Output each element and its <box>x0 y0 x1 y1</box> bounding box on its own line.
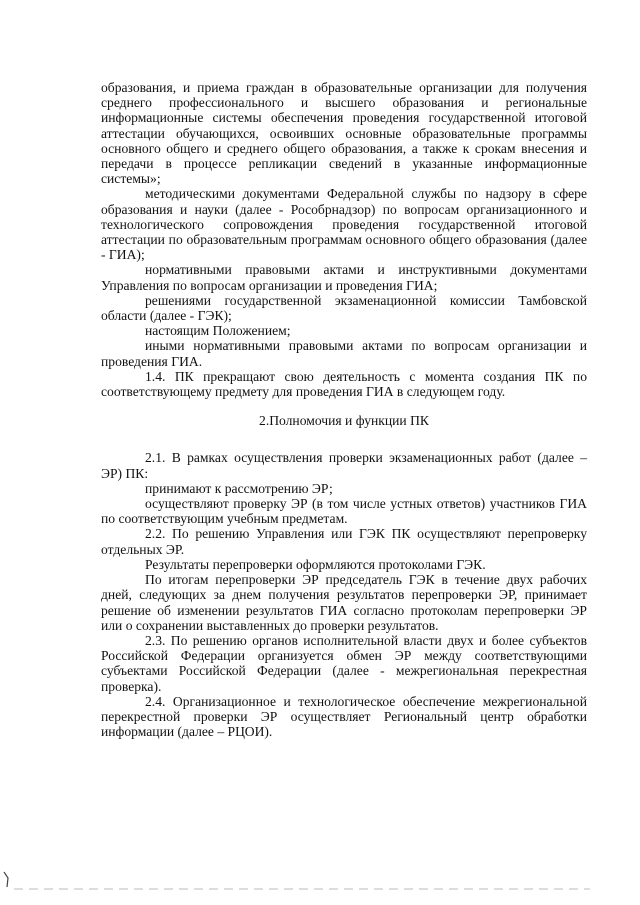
paragraph-accept-er: принимают к рассмотрению ЭР; <box>145 480 333 496</box>
paragraph-normative-acts: нормативными правовыми актами и инструктивными документами Управления по вопросам организации и проведения ГИА; <box>101 262 587 293</box>
paragraph-1-4: 1.4. ПК прекращают свою деятельность с момента создания ПК по соответствующему предмету для проведения ГИА в следующем году. <box>101 368 587 400</box>
scan-mark <box>4 872 8 887</box>
paragraph-2-3: 2.3. По решению органов исполнительной власти двух и более субъектов Российской Федерации организуется обмен ЭР между соответствующими субъектами Российской Федерации (далее - межрегиональная перекрестная проверка). <box>101 632 587 694</box>
paragraph-other-acts: иными нормативными правовыми актами по вопросам организации и проведения ГИА. <box>101 338 587 369</box>
section-heading: 2.Полномочия и функции ПК <box>259 413 429 429</box>
paragraph-regulation: настоящим Положением; <box>145 323 291 339</box>
paragraph-gek-decisions: решениями государственной экзаменационной комиссии Тамбовской области (далее - ГЭК); <box>101 292 587 324</box>
document-body <box>101 80 587 739</box>
paragraph-check-er: осуществляют проверку ЭР (в том числе устных ответов) участников ГИА по соответствующим учебным предметам. <box>101 496 587 527</box>
paragraph-2-4: 2.4. Организационное и технологическое обеспечение межрегиональной перекрестной проверки ЭР осуществляет Региональный центр обработки информации (далее – РЦОИ). <box>101 693 587 740</box>
paragraph-recheck-decision: По итогам перепроверки ЭР председатель ГЭК в течение двух рабочих дней, следующих за днем получения результатов перепроверки ЭР, принимает решение об изменении результатов ГИА согласно протоколам перепроверки ЭР или о сохранении выставленных до проверки результатов. <box>101 572 587 633</box>
paragraph-continuation: образования, и приема граждан в образовательные организации для получения среднего профессионального и высшего образования и региональные информационные системы обеспечения проведения государственной итоговой аттестации обучающихся, освоивших основные образовательные программы основного общего и среднего общего образования, а также к срокам внесения и передачи в процессе репликации сведений в указанные информационные системы»; <box>101 80 587 187</box>
paragraph-2-1: 2.1. В рамках осуществления проверки экзаменационных работ (далее – ЭР) ПК: <box>101 450 587 481</box>
paragraph-recheck-results: Результаты перепроверки оформляются протоколами ГЭК. <box>145 556 486 572</box>
paragraph-2-2: 2.2. По решению Управления или ГЭК ПК осуществляют перепроверку отдельных ЭР. <box>101 526 587 557</box>
paragraph-rosobrnadzor-docs: методическими документами Федеральной службы по надзору в сфере образования и науки (далее - Рособрнадзор) по вопросам организационного и технологического сопровождения проведения государственной итоговой аттестации по образовательным программам основного общего образования (далее - ГИА); <box>101 186 587 263</box>
